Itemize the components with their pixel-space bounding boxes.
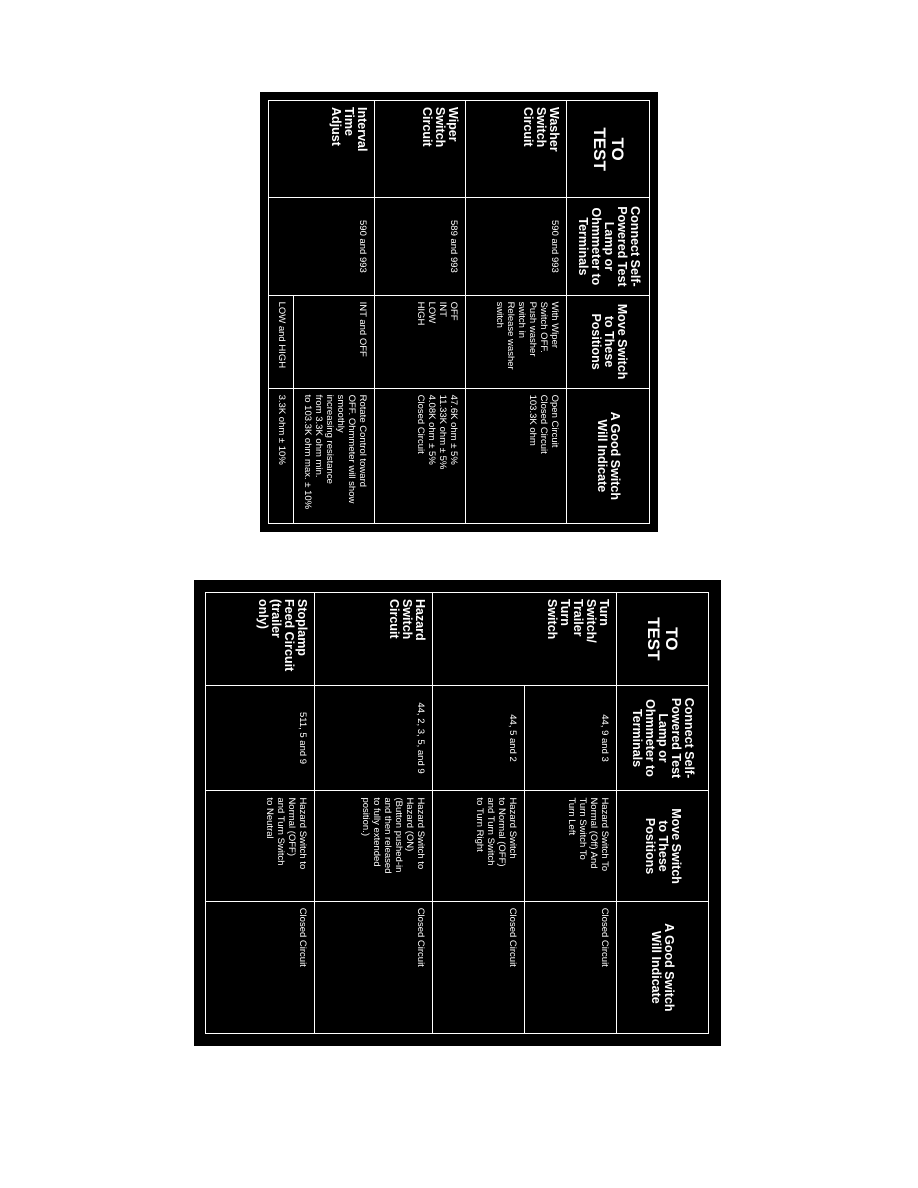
header-connect: Connect Self- Powered Test Lamp or Ohmmeter to Terminals	[617, 685, 709, 791]
positions-cell: With Wiper Switch OFF. Push washer switch in Release washer switch	[466, 295, 567, 388]
rotated-content	[194, 580, 721, 1046]
header-move-switch: Move Switch to These Positions	[617, 791, 709, 901]
row-label-hazard: Hazard Switch Circuit	[315, 593, 433, 686]
terminals-cell: 511, 5 and 9	[206, 685, 315, 791]
indicate-cell: 47.6K ohm ± 5% 11.33K ohm ± 5% 4.08K ohm ± 5% Closed Circuit	[375, 388, 466, 523]
indicate-cell: Closed Circuit	[433, 901, 525, 1033]
header-row	[567, 101, 650, 524]
indicate-cell: Open Circuit Closed Circuit 103.3K ohm	[466, 388, 567, 523]
table-row	[315, 593, 433, 1034]
terminals-cell: 589 and 993	[375, 198, 466, 295]
turn-hazard-switch-test-table-panel	[194, 580, 721, 1046]
terminals-cell: 590 and 993	[466, 198, 567, 295]
table-row	[293, 101, 375, 524]
positions-cell: INT and OFF	[293, 295, 375, 388]
rotated-content	[260, 92, 658, 532]
header-to-test: TO TEST	[567, 101, 650, 198]
header-good-switch: A Good Switch Will Indicate	[617, 901, 709, 1033]
row-label-wiper: Wiper Switch Circuit	[375, 101, 466, 198]
positions-cell: Hazard Switch To Normal (Off) And Turn Switch To Turn Left	[525, 791, 617, 901]
row-label-turn-switch: Turn Switch/ Trailer Turn Switch	[433, 593, 617, 686]
header-move-switch: Move Switch to These Positions	[567, 295, 650, 388]
indicate-cell: Closed Circuit	[206, 901, 315, 1033]
table-row	[466, 101, 567, 524]
table-row	[206, 593, 315, 1034]
table-row	[375, 101, 466, 524]
row-label-washer: Washer Switch Circuit	[466, 101, 567, 198]
terminals-cell: 44, 5 and 2	[433, 685, 525, 791]
terminals-cell: 44, 9 and 3	[525, 685, 617, 791]
header-connect: Connect Self- Powered Test Lamp or Ohmmeter to Terminals	[567, 198, 650, 295]
positions-cell: Hazard Switch to Hazard (ON) (Button pushed-in and then released to fully extended position.)	[315, 791, 433, 901]
header-row	[617, 593, 709, 1034]
positions-cell: OFF INT LOW HIGH	[375, 295, 466, 388]
header-good-switch: A Good Switch Will Indicate	[567, 388, 650, 523]
positions-cell: Hazard Switch to Normal (OFF) and Turn Switch to Turn Right	[433, 791, 525, 901]
indicate-cell: Rotate Control toward OFF. Ohmmeter will show smoothly increasing resistance from 3.3K ohm min. to 103.3K ohm max. ± 10%	[293, 388, 375, 523]
terminals-cell: 44, 2, 3, 5, and 9	[315, 685, 433, 791]
row-label-stoplamp: Stoplamp Feed Circuit (trailer only)	[206, 593, 315, 686]
indicate-cell: 3.3K ohm ± 10%	[269, 388, 294, 523]
header-to-test: TO TEST	[617, 593, 709, 686]
wiper-switch-test-table-panel	[260, 92, 658, 532]
positions-cell: Hazard Switch to Normal (OFF) and Turn Switch to Neutral	[206, 791, 315, 901]
terminals-cell: 590 and 993	[269, 198, 375, 295]
indicate-cell: Closed Circuit	[315, 901, 433, 1033]
wiper-switch-test-table	[268, 100, 650, 524]
positions-cell: LOW and HIGH	[269, 295, 294, 388]
indicate-cell: Closed Circuit	[525, 901, 617, 1033]
turn-hazard-switch-test-table	[205, 592, 709, 1034]
table-row	[525, 593, 617, 1034]
row-label-interval: Interval Time Adjust	[269, 101, 375, 198]
